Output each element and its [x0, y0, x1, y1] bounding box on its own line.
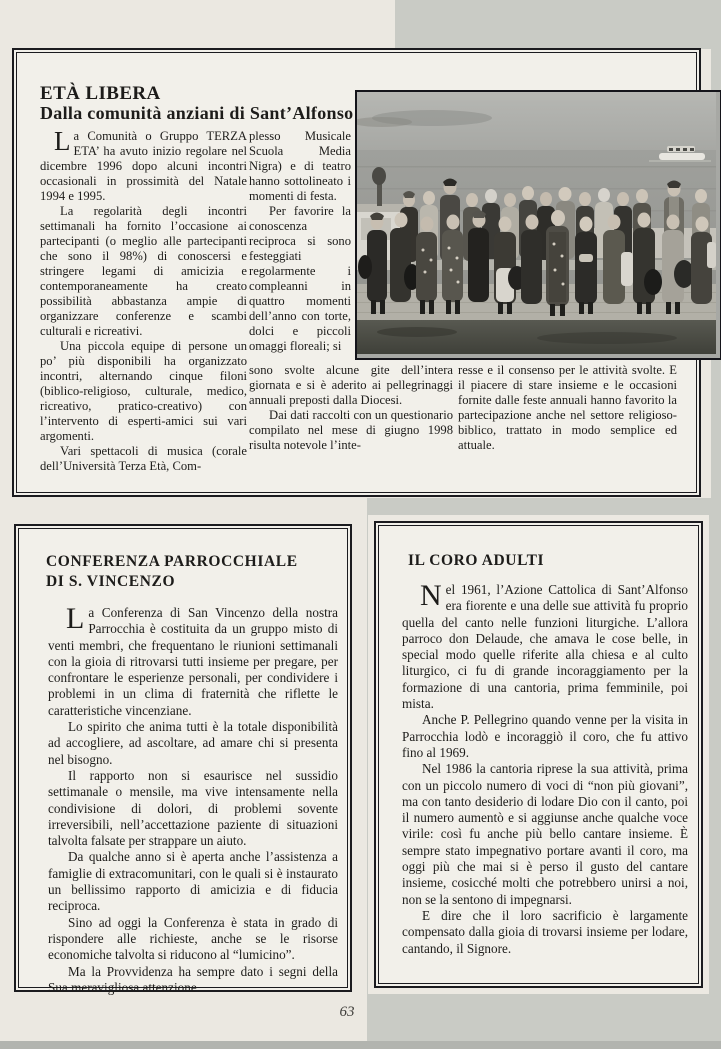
water-line — [357, 188, 716, 190]
eta-libera-column-2-narrow — [249, 129, 351, 354]
paragraph: E dire che il loro sacrificio è largamente compensato dalla gioia di trovarsi insieme per lodare, cantando, il Signore. — [402, 907, 688, 956]
paragraph: resse e il consenso per le attività svolte. E il piacere di stare insieme e le occasioni fornite dalle feste annuali hanno favorito la partecipazione anche nel settore religioso-biblico, trattato in modo semplice ed attuale. — [458, 363, 677, 452]
grass-shadow — [377, 327, 457, 337]
coro-body — [402, 579, 688, 957]
paragraph: plesso Musicale Scuola Media Nigra) e di teatro hanno sottolineato i momenti di festa. — [249, 129, 351, 203]
scanner-background-top — [395, 0, 721, 49]
eta-libera-subtitle: Dalla comunità anziani di Sant’Alfonso — [40, 103, 354, 123]
paragraph: Il rapporto non si esaurisce nel sussidio settimanale o mensile, ma vive intensamente nella condivisione di dolori, di problemi sovente irreversibili, nell’accettazione paziente di situazioni talvolta falsate per strappare un aiuto. — [48, 767, 338, 849]
paragraph: Ma la Provvidenza ha sempre dato i segni della Sua meravigliosa attenzione. — [48, 963, 338, 995]
scanner-background-bottom-strip — [0, 1041, 721, 1049]
dropcap-letter: L — [54, 126, 71, 156]
paragraph: Sino ad oggi la Conferenza è stata in grado di rispondere alle richieste, anche se le risorse economiche talvolta si riducono al “lumicino”. — [48, 914, 338, 963]
paragraph: Anche P. Pellegrino quando venne per la visita in Parrocchia lodò e incoraggiò il coro, che fu attivo fino al 1969. — [402, 712, 688, 760]
group-photo — [355, 90, 721, 360]
coro-title: IL CORO ADULTI — [408, 552, 545, 569]
page-number: 63 — [339, 1004, 355, 1020]
eta-libera-title: ETÀ LIBERA — [40, 83, 161, 104]
paragraph: Nel 1961, l’Azione Cattolica di Sant’Alfonso era fiorente e una delle sue attività fu proprio quella del canto nelle funzioni liturgiche. L’allora parroco don Delaude, che amava le cose belle, in special modo quelle riferite alla chiesa e al culto liturgico, ci fu di grande incoraggiamento per la formazione di una cantoria, prima femminile, poi mista. — [402, 579, 688, 712]
eta-libera-column-3 — [458, 363, 677, 453]
dropcap-letter: N — [420, 579, 442, 612]
paragraph: Nel 1986 la cantoria riprese la sua attività, prima con un piccolo numero di voci di “non più giovani”, ma con tanto desiderio di lodare Dio con il canto, poi il numero aumentò e si aggiunse anche qualche voce virile: così fu anche più bello cantare insieme. È sempre stato impegnativo portare avanti il coro, ma oggi più che mai si è perso il gusto del cantare insieme, cosicché molti che potrebbero unirsi a noi, non se la sentono di impegnarsi. — [402, 761, 688, 907]
paragraph: Per favorire la conoscenza reciproca si sono festeggiati regolarmente i compleanni in quattro momenti dell’anno con torte, dolci e piccoli omaggi floreali; si — [249, 204, 351, 353]
paragraph: sono svolte alcune gite dell’intera giornata e si è aderito ai pellegrinaggi annuali preposti dalla Diocesi. — [249, 363, 453, 407]
lakeside-photo-illustration — [357, 92, 716, 354]
dropcap-letter: L — [66, 602, 85, 635]
paragraph: La regolarità degli incontri settimanali ha fornito l’occasione ai partecipanti (o meglio alle partecipanti che sono il 98%) di conoscersi e stringere legami di amicizia e contemporaneamente ha creato possibilità abbastanza ampie di organizzare conferenze e scambi culturali e ricreativi. — [40, 204, 247, 338]
grass-shadow — [537, 332, 677, 344]
eta-libera-column-1 — [40, 126, 247, 474]
eta-libera-column-2-wide — [249, 363, 453, 453]
conferenza-title-line1: CONFERENZA PARROCCHIALE — [46, 553, 298, 570]
conferenza-title-line2: DI S. VINCENZO — [46, 573, 176, 590]
paragraph: La Comunità o Gruppo TERZA ETA’ ha avuto inizio regolare nel dicembre 1996 dopo alcuni incontri occasionali in prossimità del Natale 1994 e 1995. — [40, 126, 247, 203]
paragraph: Vari spettacoli di musica (corale dell’Università Terza Età, Com- — [40, 444, 247, 473]
paragraph: Lo spirito che anima tutti è la totale disponibilità ad accogliere, ad ascoltare, ad amare chi si presenta nel bisogno. — [48, 719, 338, 767]
paragraph: Da qualche anno si è aperta anche l’assistenza a famiglie di extracomunitari, con le quali si è instaurato un bellissimo rapporto di amicizia e di fiducia reciproca. — [48, 849, 338, 914]
conferenza-title — [46, 552, 298, 592]
paragraph: Una piccola equipe di persone un po’ più disponibili ha organizzato incontri, alternando cinque filoni (biblico-religioso, culturale, medico, ricreativo, pratico-creativo) con l’intervento di esperti-amici sui vari argomenti. — [40, 339, 247, 443]
paragraph: Dai dati raccolti con un questionario compilato nel mese di giugno 1998 risulta notevole l’inte- — [249, 408, 453, 452]
paragraph: La Conferenza di San Vincenzo della nostra Parrocchia è costituita da un gruppo misto di venti membri, che frequentano le riunioni settimanali con la gioia di ritrovarsi tutti insieme per pregare, per confrontare le esperienze personali, per condividere i problemi in un clima di fraternità che riflette le caratteristiche vincenziane. — [48, 602, 338, 718]
conferenza-body — [48, 602, 338, 996]
water-line — [357, 166, 716, 168]
